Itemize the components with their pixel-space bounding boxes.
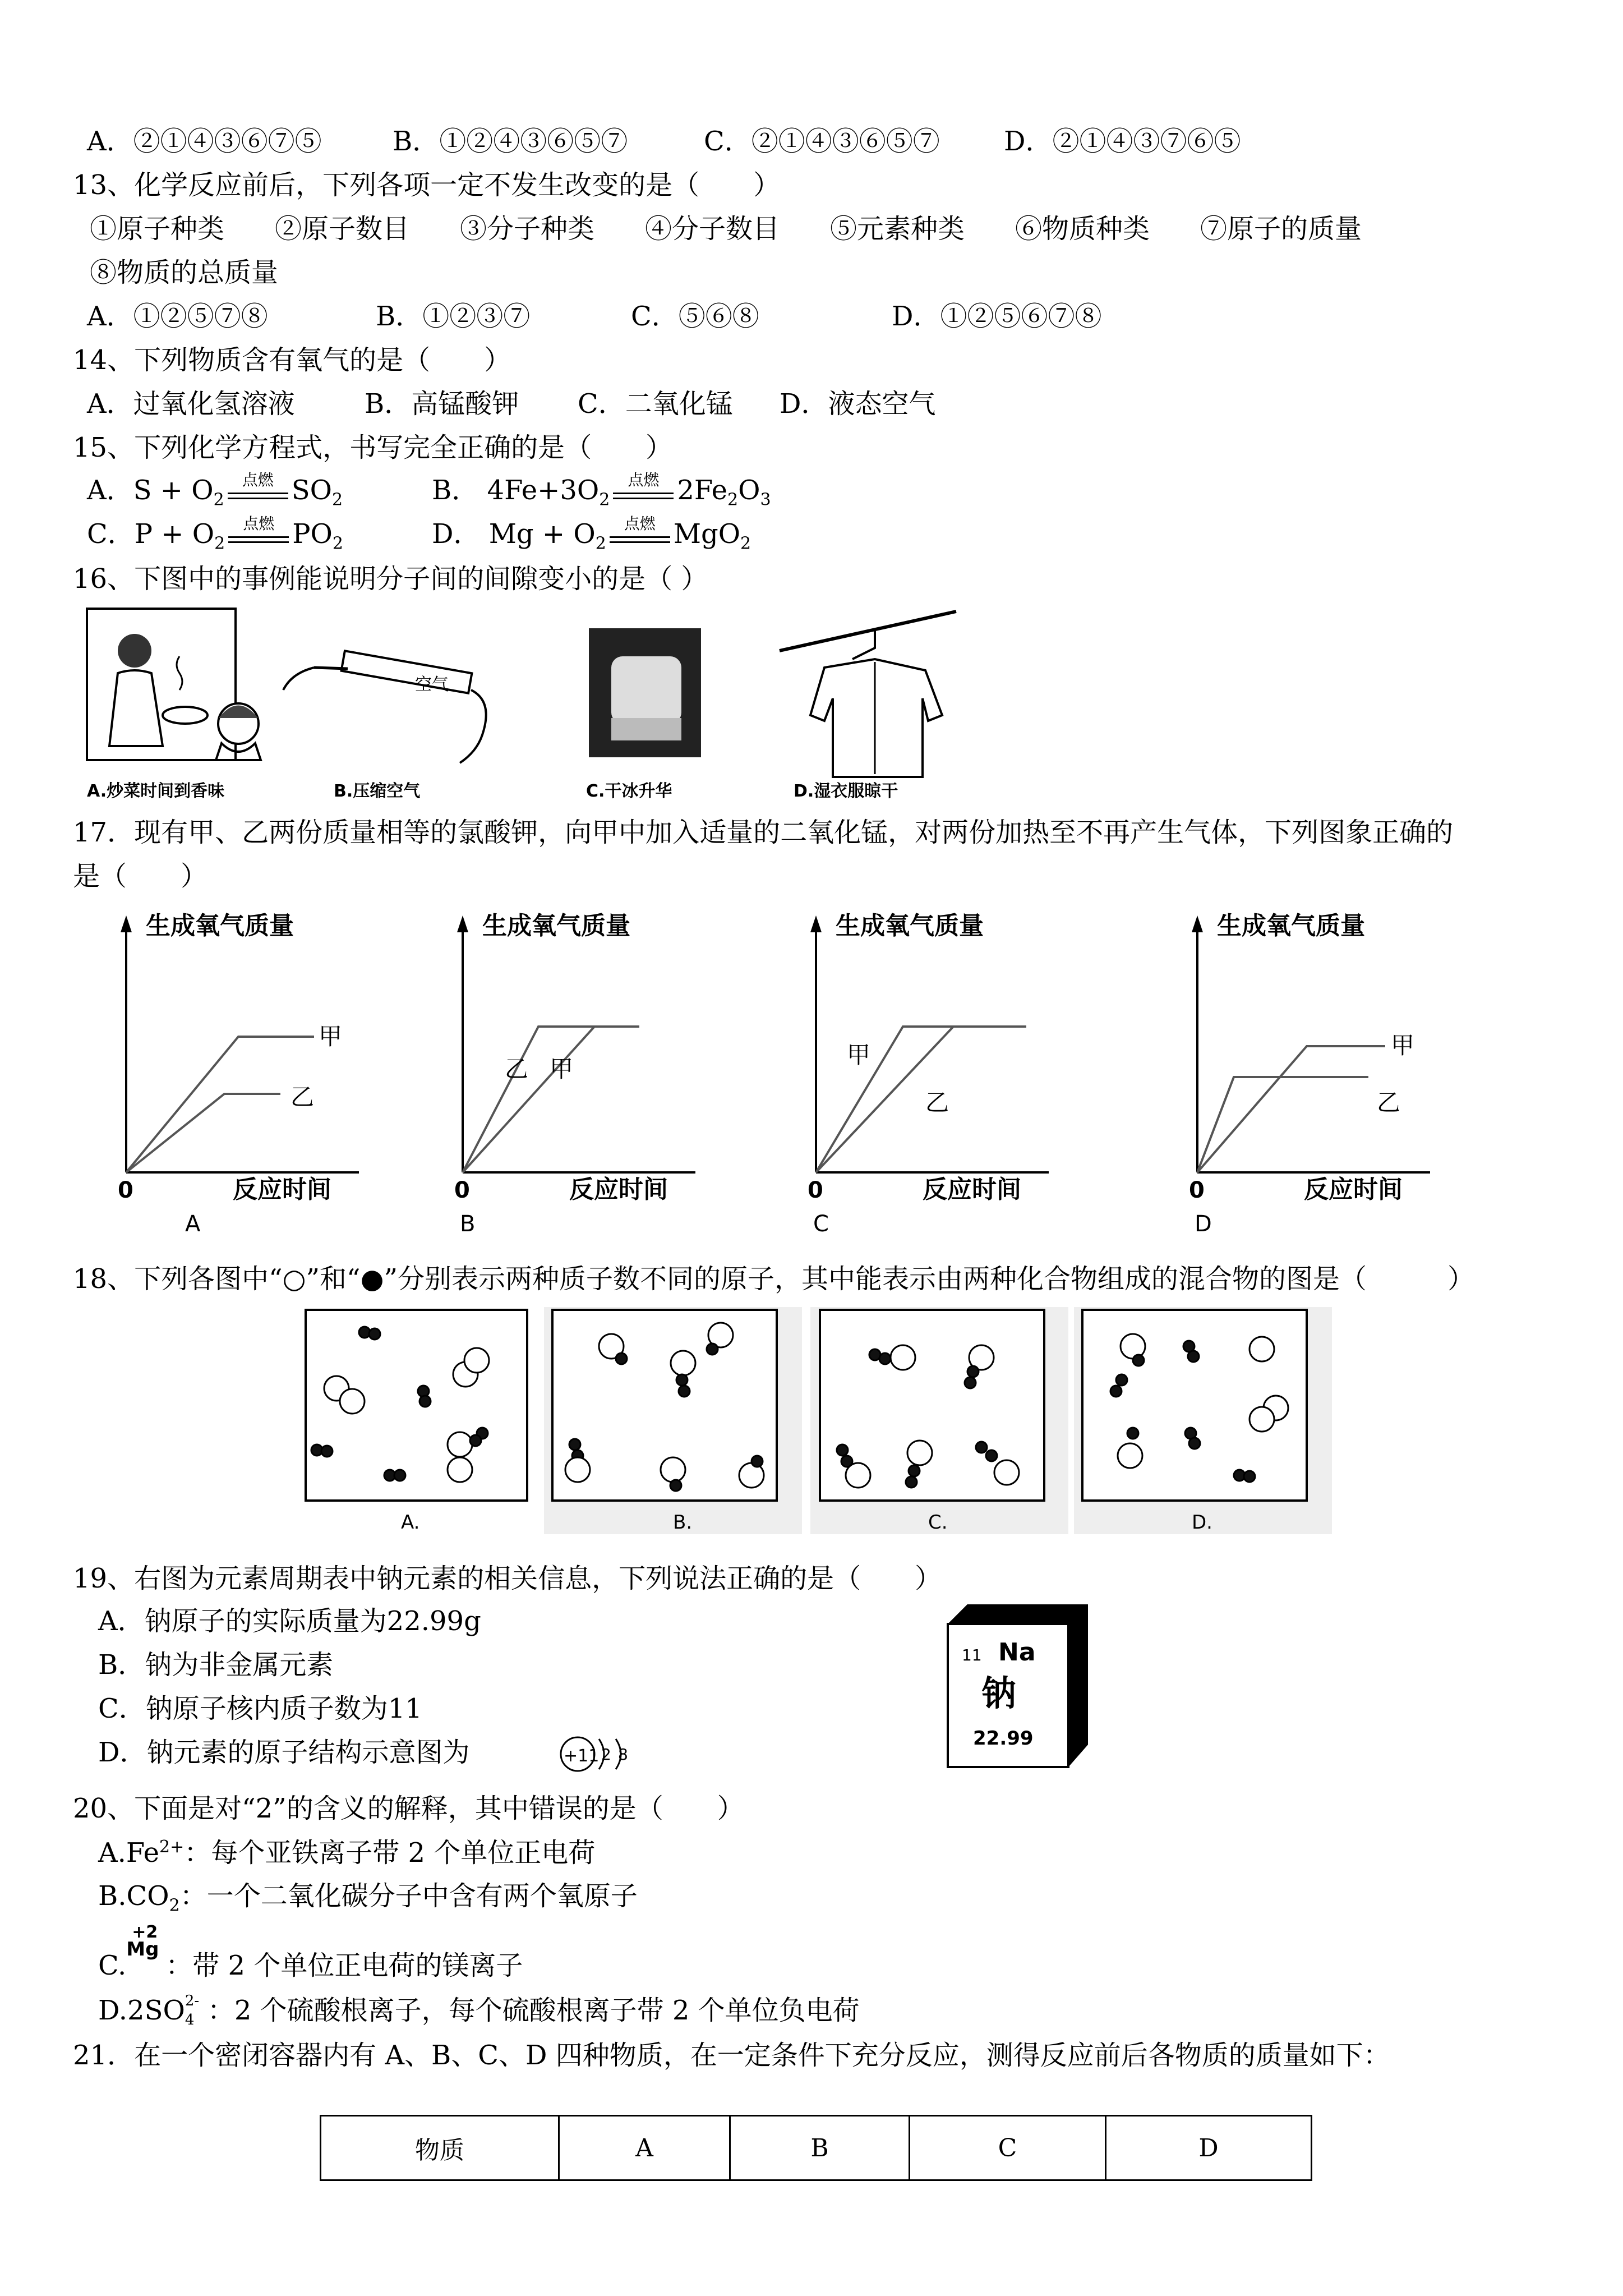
y-axis-label: 生成氧气质量 <box>482 912 630 940</box>
valence-formula <box>126 1922 165 1979</box>
reaction-condition <box>606 514 674 547</box>
q13-item: ⑦原子的质量 <box>1200 213 1362 245</box>
box-letter: C. <box>928 1511 948 1534</box>
formula: D.2SO <box>98 1995 185 2026</box>
explanation: ：每个亚铁离子带 2 个单位正电荷 <box>184 1837 596 1869</box>
element-symbol: Na <box>998 1638 1036 1667</box>
q19-option-d: D．钠元素的原子结构示意图为 <box>98 1737 470 1768</box>
q15-option-b <box>432 470 771 510</box>
cooking-picture <box>87 609 261 760</box>
sodium-element-tile <box>942 1602 1094 1773</box>
q12-option-d: D．②①④③⑦⑥⑤ <box>1004 126 1241 157</box>
q15-c-product: PO <box>292 518 333 550</box>
series-label-yi: 乙 <box>925 1089 949 1116</box>
q13-option-c: C．⑤⑥⑧ <box>631 301 759 332</box>
graph-a <box>118 912 359 1234</box>
box-letter: D. <box>1192 1511 1212 1534</box>
q14-option-b: B．高锰酸钾 <box>365 388 519 420</box>
q12-option-b: B．①②④③⑥⑤⑦ <box>393 126 628 157</box>
q14-option-a: A．过氧化氢溶液 <box>87 388 295 420</box>
q13-item: ②原子数目 <box>275 213 410 245</box>
formula: B.CO <box>98 1880 169 1912</box>
q13-item: ⑧物质的总质量 <box>90 257 279 288</box>
condition-text: 点燃 <box>628 470 660 489</box>
graph-c <box>808 912 1049 1234</box>
x-axis-label: 反应时间 <box>1304 1175 1403 1204</box>
x-axis-label: 反应时间 <box>923 1175 1021 1204</box>
q15-option-a <box>87 470 343 510</box>
y-axis-label: 生成氧气质量 <box>836 912 984 940</box>
table-header: 物质 <box>321 2116 559 2180</box>
q13-item: ④分子数目 <box>645 213 780 245</box>
q15-a-product: SO <box>291 475 332 506</box>
x-axis-label: 反应时间 <box>569 1175 668 1204</box>
q12-option-a: A．②①④③⑥⑦⑤ <box>87 126 322 157</box>
series-label-jia: 甲 <box>319 1023 343 1050</box>
shell-label: 2 <box>601 1745 611 1764</box>
q15-stem: 15、下列化学方程式，书写完全正确的是（ ） <box>73 432 673 463</box>
formula: A.Fe <box>98 1837 160 1869</box>
superscript: 2+ <box>159 1837 185 1857</box>
series-label-yi: 乙 <box>505 1055 529 1083</box>
subscript: 2 <box>332 533 343 554</box>
box-letter: A. <box>401 1511 420 1534</box>
q15-b-product: 2Fe <box>677 475 727 506</box>
explanation: ：一个二氧化碳分子中含有两个氧原子 <box>179 1880 638 1912</box>
subscript: 3 <box>760 490 771 510</box>
subscript: 2 <box>214 533 225 554</box>
series-label-jia: 甲 <box>847 1041 871 1069</box>
explanation: ：2 个硫酸根离子，每个硫酸根离子带 2 个单位负电荷 <box>207 1995 860 2026</box>
subscript: 2 <box>727 490 739 510</box>
q16-caption-b: B.压缩空气 <box>334 781 421 801</box>
reaction-condition <box>610 470 677 504</box>
q15-b-reactants: B． 4Fe+3O <box>432 475 600 506</box>
subscript: 2 <box>331 490 343 510</box>
q16-pictures <box>79 606 976 808</box>
q13-item: ①原子种类 <box>90 213 225 245</box>
graph-letter: B <box>460 1211 476 1234</box>
q19-option-b: B．钠为非金属元素 <box>98 1649 334 1681</box>
q15-a-reactants: A．S + O <box>87 475 214 506</box>
reaction-condition <box>224 470 292 504</box>
atomic-number: 11 <box>962 1646 982 1664</box>
origin-label: 0 <box>808 1177 823 1203</box>
table-header: A <box>559 2116 730 2180</box>
series-label-yi: 乙 <box>1377 1089 1401 1116</box>
explanation: ：带 2 个单位正电荷的镁离子 <box>165 1950 523 1981</box>
graph-b <box>454 912 695 1234</box>
series-jia <box>1197 1046 1385 1172</box>
q20-option-b <box>98 1880 638 1916</box>
q18-pictures <box>297 1307 1363 1554</box>
x-axis-label: 反应时间 <box>233 1175 331 1204</box>
element: Mg <box>126 1938 159 1961</box>
series-yi <box>463 1027 639 1172</box>
box-a <box>306 1310 527 1501</box>
q13-option-d: D．①②⑤⑥⑦⑧ <box>892 301 1102 332</box>
q13-item: ⑤元素种类 <box>830 213 965 245</box>
q17-stem-cont: 是（ ） <box>73 861 208 892</box>
table-header: B <box>730 2116 910 2180</box>
q19-option-c: C．钠原子核内质子数为11 <box>98 1693 422 1724</box>
table-row <box>321 2116 1312 2180</box>
q20-stem: 20、下面是对“2”的含义的解释，其中错误的是（ ） <box>73 1793 744 1824</box>
q15-option-c <box>87 514 343 554</box>
q14-option-c: C．二氧化锰 <box>578 388 733 420</box>
y-axis-label: 生成氧气质量 <box>1217 912 1365 940</box>
origin-label: 0 <box>118 1177 133 1203</box>
q15-b-product-o: O <box>738 475 760 506</box>
subscript: 2 <box>740 533 751 554</box>
syringe-picture <box>283 651 486 763</box>
series-yi <box>1197 1077 1368 1172</box>
q20-option-c <box>98 1922 523 1981</box>
superscript: 2- <box>185 1993 200 2009</box>
element-name: 钠 <box>981 1673 1017 1714</box>
subscript: 2 <box>599 490 610 510</box>
condition-text: 点燃 <box>624 514 656 533</box>
q19-option-a: A．钠原子的实际质量为22.99g <box>98 1605 481 1637</box>
series-label-jia: 甲 <box>550 1055 574 1083</box>
subscript: 2 <box>213 490 224 510</box>
q19-stem: 19、右图为元素周期表中钠元素的相关信息，下列说法正确的是（ ） <box>73 1563 942 1594</box>
q15-option-d <box>432 514 751 554</box>
q16-caption-c: C.干冰升华 <box>586 781 672 801</box>
q20-option-d <box>98 1993 860 2028</box>
series-yi <box>126 1094 280 1172</box>
series-label-jia: 甲 <box>1391 1032 1415 1059</box>
subscript: 4 <box>185 2012 195 2028</box>
q14-stem: 14、下列物质含有氧气的是（ ） <box>73 344 511 376</box>
wet-clothes-picture <box>780 611 956 777</box>
series-jia <box>463 1027 594 1172</box>
table-header: D <box>1106 2116 1312 2180</box>
condition-text: 点燃 <box>242 470 274 489</box>
graph-letter: D <box>1195 1211 1212 1234</box>
series-jia <box>126 1037 314 1172</box>
q21-table <box>320 2115 1312 2181</box>
condition-text: 点燃 <box>243 514 275 533</box>
atom-structure-diagram <box>555 1731 656 1781</box>
y-axis-label: 生成氧气质量 <box>146 912 294 940</box>
graph-letter: A <box>185 1211 201 1234</box>
q14-option-d: D．液态空气 <box>780 388 936 420</box>
reaction-condition <box>225 514 292 547</box>
table-header: C <box>910 2116 1106 2180</box>
origin-label: 0 <box>454 1177 470 1203</box>
q16-stem: 16、下图中的事例能说明分子间的间隙变小的是（ ） <box>73 563 708 595</box>
air-label: 空气 <box>415 675 449 694</box>
graph-letter: C <box>813 1211 829 1234</box>
dry-ice-picture <box>589 628 701 757</box>
nucleus-label: +11 <box>564 1746 600 1766</box>
atomic-mass: 22.99 <box>973 1727 1034 1750</box>
origin-label: 0 <box>1189 1177 1205 1203</box>
q13-option-b: B．①②③⑦ <box>376 301 531 332</box>
q16-caption-a: A.炒菜时间到香味 <box>87 781 225 801</box>
q15-c-reactants: C．P + O <box>87 518 215 550</box>
shell-label: 8 <box>618 1745 628 1764</box>
q15-d-reactants: D． Mg + O <box>432 518 596 550</box>
q20-option-a <box>98 1837 596 1869</box>
q16-caption-d: D.湿衣服晾干 <box>794 781 898 801</box>
valence: +2 <box>132 1922 158 1942</box>
q15-d-product: MgO <box>673 518 741 550</box>
subscript: 2 <box>595 533 606 554</box>
graph-d <box>1189 912 1430 1234</box>
q13-item: ⑥物质种类 <box>1015 213 1150 245</box>
q13-item: ③分子种类 <box>460 213 595 245</box>
q12-option-c: C．②①④③⑥⑤⑦ <box>704 126 940 157</box>
sub-sup <box>185 1993 208 2028</box>
q17-stem: 17．现有甲、乙两份质量相等的氯酸钾，向甲中加入适量的二氧化锰，对两份加热至不再产生气体，下列图象正确的 <box>73 817 1454 848</box>
box-letter: B. <box>673 1511 693 1534</box>
series-label-yi: 乙 <box>291 1083 315 1111</box>
subscript: 2 <box>169 1895 180 1916</box>
q13-stem: 13、化学反应前后，下列各项一定不发生改变的是（ ） <box>73 169 781 201</box>
q18-stem: 18、下列各图中“○”和“●”分别表示两种质子数不同的原子，其中能表示由两种化合物组成的混合物的图是（ ） <box>73 1263 1475 1295</box>
option-letter: C. <box>98 1950 127 1981</box>
q17-graphs <box>112 909 1514 1234</box>
q13-option-a: A．①②⑤⑦⑧ <box>87 301 268 332</box>
q21-stem: 21．在一个密闭容器内有 A、B、C、D 四种物质，在一定条件下充分反应，测得反应前后各物质的质量如下： <box>73 2040 1390 2071</box>
